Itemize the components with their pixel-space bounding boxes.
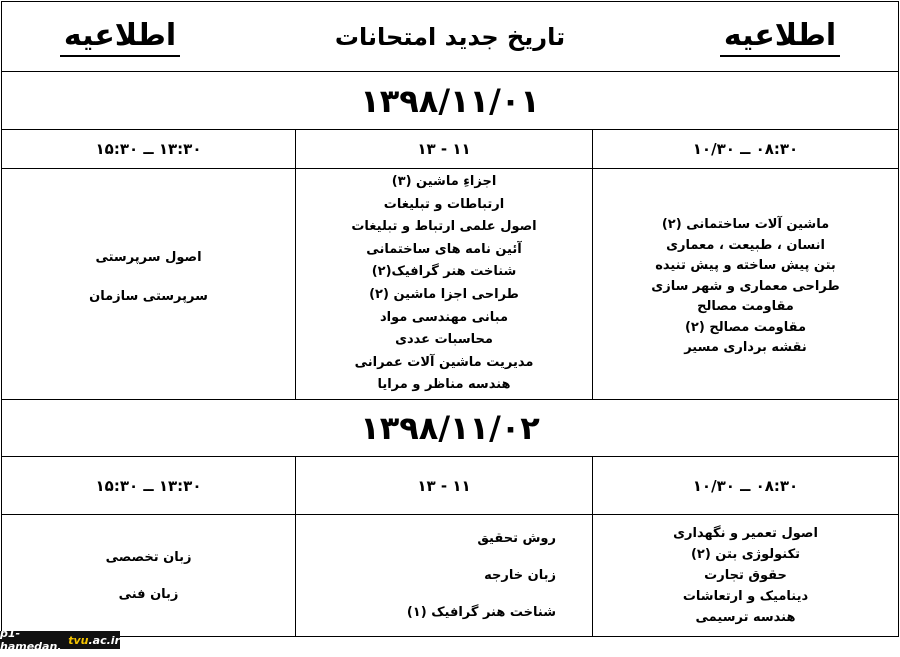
list-item: حقوق تجارت — [704, 568, 787, 583]
list-item: هندسه ترسیمی — [695, 610, 796, 625]
list-item: مدیریت ماشین آلات عمرانی — [354, 354, 534, 370]
list-item: اصول تعمیر و نگهداری — [673, 526, 818, 541]
list-item: اجزاءِ ماشین (۳) — [391, 174, 497, 190]
list-item: نقشه برداری مسیر — [684, 340, 807, 356]
list-item: ماشین آلات ساختمانی (۲) — [661, 217, 830, 233]
header-title-cell — [250, 8, 650, 66]
list-item: مبانی مهندسی مواد — [379, 309, 509, 325]
list-item: هندسه مناظر و مرایا — [377, 377, 511, 393]
day2-date-row — [2, 400, 898, 456]
day1-slot3-courses — [2, 169, 295, 399]
day1-slot3-time-cell — [2, 130, 295, 168]
day1-slot1-courses — [593, 169, 898, 399]
day1-slot2-time-cell — [296, 130, 592, 168]
list-item: مقاومت مصالح — [697, 299, 794, 315]
list-item: محاسبات عددی — [395, 332, 493, 348]
day2-slot2-time-cell — [296, 457, 592, 514]
day2-date: ۱۳۹۸/۱۱/۰۲ — [360, 409, 540, 447]
time-slot-morning: ۰۸:۳۰ ــ ۱۰/۳۰ — [692, 476, 799, 495]
list-item: ارتباطات و تبلیغات — [383, 196, 505, 212]
day1-date: ۱۳۹۸/۱۱/۰۱ — [360, 81, 540, 120]
day2-slot3-time-cell — [2, 457, 295, 514]
list-item: زبان خارجه — [484, 568, 556, 583]
list-item: روش تحقیق — [477, 531, 556, 546]
day1-slot2-courses — [296, 169, 592, 399]
site-accent: tvu — [68, 633, 89, 647]
list-item: مقاومت مصالح (۲) — [684, 319, 807, 335]
list-item: دینامیک و ارتعاشات — [682, 589, 809, 604]
list-item: شناخت هنر گرافیک(۲) — [371, 264, 517, 280]
list-item: سرپرستی سازمان — [89, 289, 208, 304]
list-item: طراحی معماری و شهر سازی — [651, 278, 840, 294]
list-item: انسان ، طبیعت ، معماری — [666, 237, 825, 253]
day2-slot1-time-cell — [593, 457, 898, 514]
list-item: تکنولوژی بتن (۲) — [690, 547, 801, 562]
day2-slot2-courses — [296, 515, 592, 636]
day2-slot1-courses — [593, 515, 898, 636]
list-item: طراحی اجزا ماشین (۲) — [369, 287, 519, 302]
header-notice-right-cell — [680, 8, 880, 66]
header-notice-left-cell — [20, 8, 220, 66]
time-slot-morning: ۰۸:۳۰ ــ ۱۰/۳۰ — [692, 140, 799, 158]
list-item: بتن پیش ساخته و پیش تنیده — [655, 258, 836, 274]
page-title: تاریخ جدید امتحانات — [334, 23, 566, 51]
list-item: آئین نامه های ساختمانی — [366, 241, 522, 257]
site-watermark-badge — [0, 627, 120, 653]
time-slot-afternoon: ۱۳:۳۰ ــ ۱۵:۳۰ — [95, 476, 202, 495]
day1-date-row — [2, 72, 898, 129]
notice-heading-right: اطلاعیه — [720, 17, 840, 57]
day2-slot3-courses — [2, 515, 295, 636]
notice-heading-left: اطلاعیه — [60, 17, 180, 57]
list-item: زبان تخصصی — [105, 549, 192, 565]
site-prefix: p1-hamedan. — [0, 627, 62, 653]
list-item: اصول سرپرستی — [95, 250, 202, 265]
day1-slot1-time-cell — [593, 130, 898, 168]
list-item: شناخت هنر گرافیک (۱) — [406, 605, 556, 620]
site-suffix: .ac.ir — [88, 633, 120, 647]
time-slot-afternoon: ۱۳:۳۰ ــ ۱۵:۳۰ — [95, 140, 202, 158]
list-item: زبان فنی — [118, 586, 179, 602]
list-item: اصول علمی ارتباط و تبلیغات — [351, 219, 537, 235]
time-slot-midday: ۱۱ - ۱۳ — [417, 476, 471, 495]
time-slot-midday: ۱۱ - ۱۳ — [417, 140, 471, 158]
